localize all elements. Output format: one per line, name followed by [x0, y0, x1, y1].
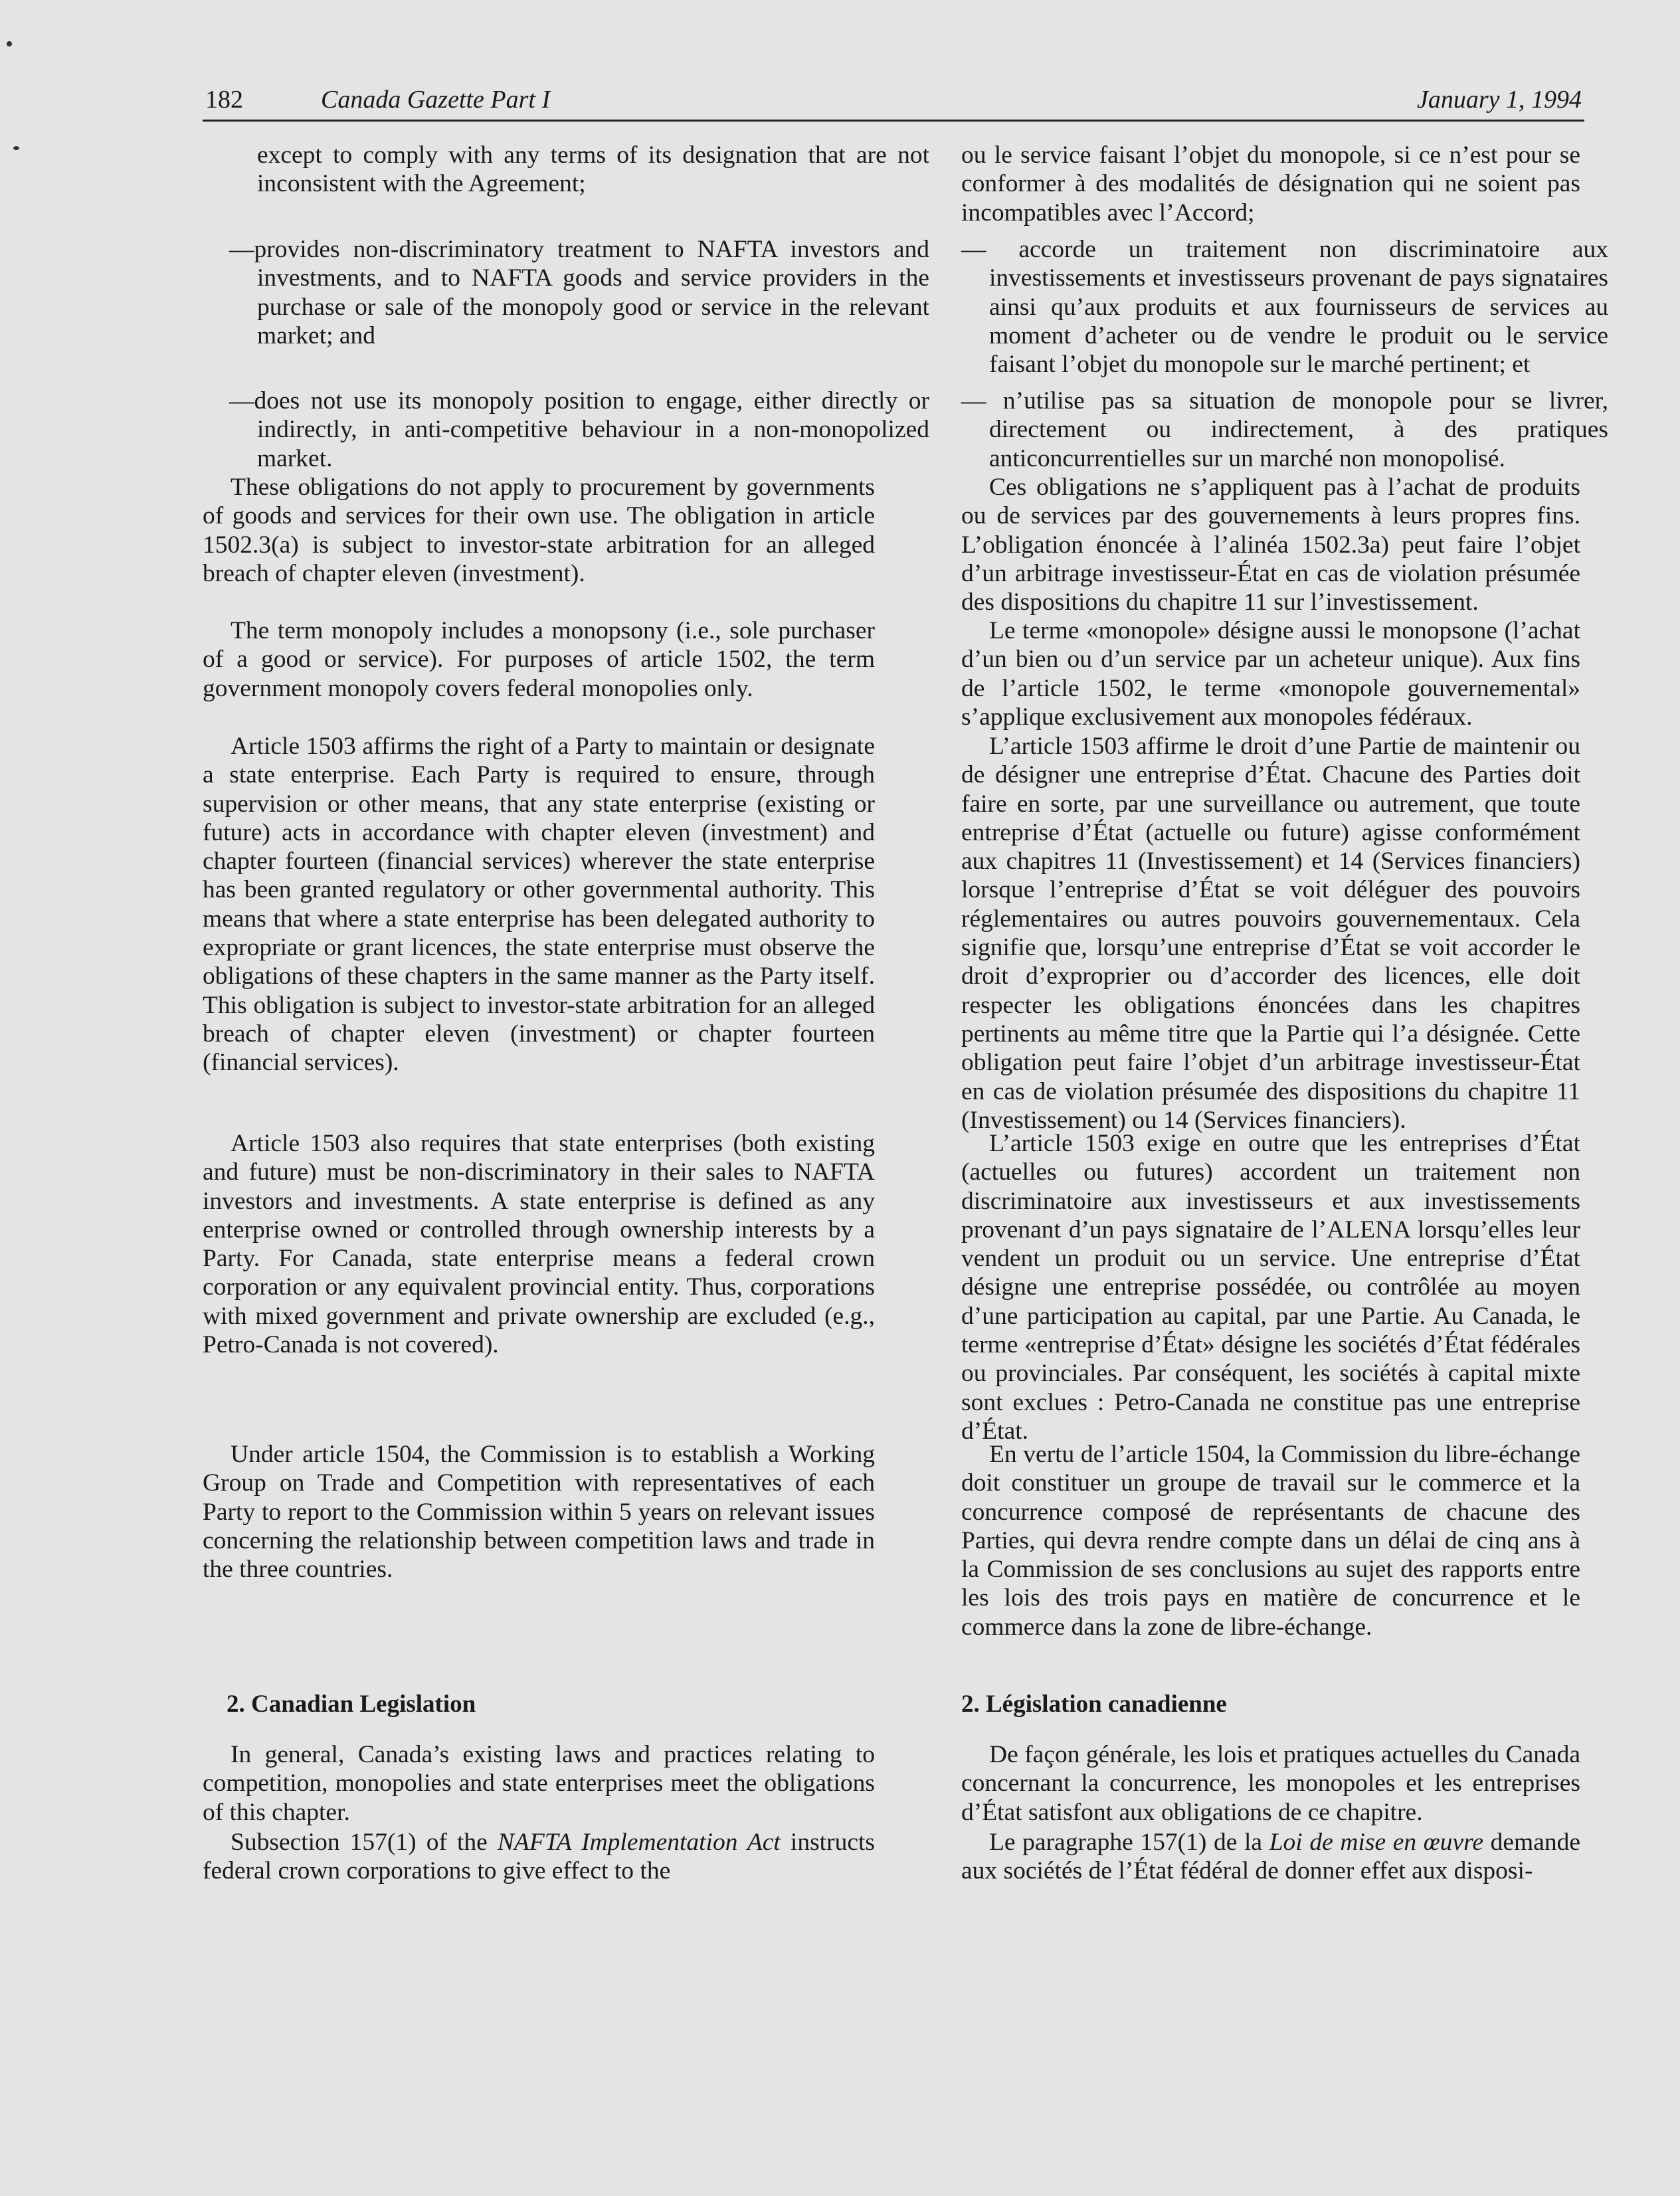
issue-date: January 1, 1994	[1416, 86, 1582, 114]
paragraph	[203, 1828, 875, 1886]
paragraph: L’article 1503 affirme le droit d’une Partie de maintenir ou de désigner une entreprise d’État. Chacune des Parties doit faire en sorte, par une surveillance ou autrement, que toute entreprise d’État (actuelle ou future) agisse conformément aux chapitres 11 (Investissement) et 14 (Services financiers) lorsque l’entreprise d’État se voit déléguer des pouvoirs réglementaires ou autres pouvoirs gouvernementaux. Cela signifie que, lorsqu’une entreprise d’État se voit accorder le droit d’exproprier ou d’accorder des licences, elle doit respecter les obligations énoncées dans les chapitres pertinents au même titre que la Partie qui l’a désignée. Cette obligation peut faire l’objet d’un arbitrage investisseur-État en cas de violation présumée des dispositions du chapitre 11 (Investissement) ou 14 (Services financiers).	[961, 733, 1580, 1134]
scan-speck	[7, 41, 12, 46]
act-title: NAFTA Implementation Act	[497, 1829, 781, 1856]
section-heading: 2. Législation canadienne	[961, 1691, 1227, 1718]
paragraph: En vertu de l’article 1504, la Commission du libre-échange doit constituer un groupe de travail sur le commerce et la concurrence composé de représentants de chacune des Parties, qui devra rendre compte dans un délai de cinq ans à la Commission de ses conclusions au sujet des rapports entre les lois des trois pays en matière de concurrence et le commerce dans la zone de libre-échange.	[961, 1441, 1580, 1641]
paragraph: Ces obligations ne s’appliquent pas à l’achat de produits ou de services par des gouvernements à leurs propres fins. L’obligation énoncée à l’alinéa 1502.3a) peut faire l’objet d’un arbitrage investisseur-État en cas de violation présumée des dispositions du chapitre 11 sur l’investissement.	[961, 474, 1580, 616]
bullet-item: —provides non-discriminatory treatment to NAFTA investors and investments, and to NAFTA goods and service providers in the purchase or sale of the monopoly good or service in the relevant market; and	[229, 236, 929, 349]
paragraph: In general, Canada’s existing laws and practices relating to competition, monopolies and state enterprises meet the obligations of this chapter.	[203, 1741, 875, 1826]
text-run: Le paragraphe 157(1) de la	[989, 1829, 1269, 1856]
paragraph: except to comply with any terms of its designation that are not inconsistent with the Agreement;	[257, 141, 929, 198]
paragraph: L’article 1503 exige en outre que les entreprises d’État (actuelles ou futures) accordent un traitement non discriminatoire aux investisseurs et aux investissements provenant d’un pays signataire de l’ALENA lorsqu’elles leur vendent un produit ou un service. Une entreprise d’État désigne une entreprise possédée, ou contrôlée au moyen d’une participation au capital, par une Partie. Au Canada, le terme «entreprise d’État» désigne les sociétés d’État fédérales ou provinciales. Par conséquent, les sociétés à capital mixte sont exclues : Petro-Canada ne constitue pas une entreprise d’État.	[961, 1130, 1580, 1445]
bullet-item: —does not use its monopoly position to engage, either directly or indirectly, in anti-competitive behaviour in a non-monopolized market.	[229, 387, 929, 472]
text-run: instructs federal crown corporations to give effect to the	[203, 1829, 875, 1885]
text-run: Subsection 157(1) of the	[231, 1829, 498, 1856]
paragraph: Article 1503 affirms the right of a Party to maintain or designate a state enterprise. Each Party is required to ensure, through supervision or other means, that any state enterprise (existing or future) acts in accordance with chapter eleven (investment) and chapter fourteen (financial services) wherever the state enterprise has been granted regulatory or other governmental authority. This means that where a state enterprise has been delegated authority to expropriate or grant licences, the state enterprise must observe the obligations of these chapters in the same manner as the Party itself. This obligation is subject to investor-state arbitration for an alleged breach of chapter eleven (investment) or chapter fourteen (financial services).	[203, 733, 875, 1077]
paragraph: These obligations do not apply to procurement by governments of goods and services for their own use. The obligation in article 1502.3(a) is subject to investor-state arbitration for an alleged breach of chapter eleven (investment).	[203, 474, 875, 587]
paragraph: Article 1503 also requires that state enterprises (both existing and future) must be non-discriminatory in their sales to NAFTA investors and investments. A state enterprise is defined as any enterprise owned or controlled through ownership interests by a Party. For Canada, state enterprise means a federal crown corporation or any equivalent provincial entity. Thus, corporations with mixed government and private ownership are excluded (e.g., Petro-Canada is not covered).	[203, 1130, 875, 1359]
paragraph: Le terme «monopole» désigne aussi le monopsone (l’achat d’un bien ou d’un service par un acheteur unique). Aux fins de l’article 1502, le terme «monopole gouvernemental» s’applique exclusivement aux monopoles fédéraux.	[961, 617, 1580, 731]
paragraph: De façon générale, les lois et pratiques actuelles du Canada concernant la concurrence, les monopoles et les entreprises d’État satisfont aux obligations de ce chapitre.	[961, 1741, 1580, 1826]
paragraph: Under article 1504, the Commission is to establish a Working Group on Trade and Competition with representatives of each Party to report to the Commission within 5 years on relevant issues concerning the relationship between competition laws and trade in the three countries.	[203, 1441, 875, 1584]
bullet-item: — accorde un traitement non discriminatoire aux investissements et investisseurs provenant de pays signataires ainsi qu’aux produits et aux fournisseurs de services au moment d’acheter ou de vendre le produit ou le service faisant l’objet du monopole sur le marché pertinent; et	[961, 236, 1608, 379]
paragraph: The term monopoly includes a monopsony (i.e., sole purchaser of a good or service). For purposes of article 1502, the term government monopoly covers federal monopolies only.	[203, 617, 875, 702]
page-number: 182	[205, 86, 243, 114]
paragraph: ou le service faisant l’objet du monopole, si ce n’est pour se conformer à des modalités de désignation qui ne soient pas incompatibles avec l’Accord;	[961, 141, 1580, 227]
publication-title: Canada Gazette Part I	[321, 86, 551, 114]
paragraph	[961, 1828, 1580, 1886]
section-heading: 2. Canadian Legislation	[227, 1691, 476, 1718]
text-run: demande aux sociétés de l’État fédéral de donner effet aux disposi-	[961, 1829, 1580, 1885]
act-title: Loi de mise en œuvre	[1269, 1829, 1484, 1856]
bullet-item: — n’utilise pas sa situation de monopole pour se livrer, directement ou indirectement, à des pratiques anticoncurrentielles sur un marché non monopolisé.	[961, 387, 1608, 472]
page-header	[203, 85, 1584, 122]
scan-speck	[13, 146, 19, 150]
